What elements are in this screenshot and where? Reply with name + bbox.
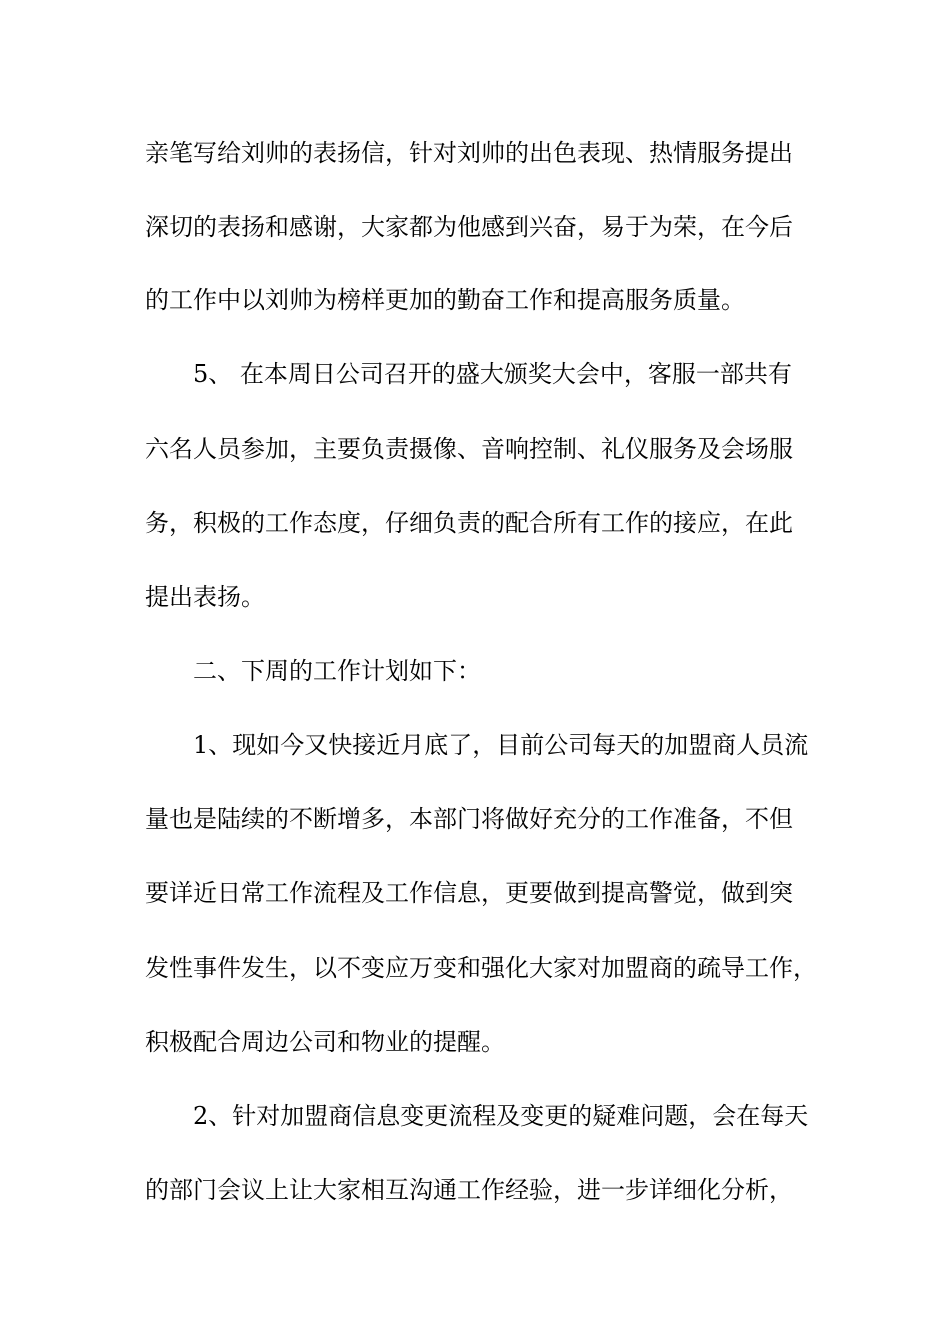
text-line: 发性事件发生，以不变应万变和强化大家对加盟商的疏导工作， bbox=[145, 954, 817, 982]
text-line: 亲笔写给刘帅的表扬信，针对刘帅的出色表现、热情服务提出 bbox=[145, 139, 793, 167]
text-line: 的部门会议上让大家相互沟通工作经验，进一步详细化分析， bbox=[145, 1176, 793, 1204]
section-heading: 二、下周的工作计划如下： bbox=[193, 657, 481, 685]
text-line: 的工作中以刘帅为榜样更加的勤奋工作和提高服务质量。 bbox=[145, 286, 745, 314]
text-line: 六名人员参加，主要负责摄像、音响控制、礼仪服务及会场服 bbox=[145, 435, 793, 463]
text-line: 要详近日常工作流程及工作信息，更要做到提高警觉，做到突 bbox=[145, 879, 793, 907]
text-line: 提出表扬。 bbox=[145, 583, 265, 611]
text-line: 积极配合周边公司和物业的提醒。 bbox=[145, 1028, 505, 1056]
text-line: 2、针对加盟商信息变更流程及变更的疑难问题，会在每天 bbox=[193, 1102, 809, 1130]
text-line: 深切的表扬和感谢，大家都为他感到兴奋，易于为荣，在今后 bbox=[145, 213, 793, 241]
text-line: 5、 在本周日公司召开的盛大颁奖大会中，客服一部共有 bbox=[193, 360, 792, 388]
text-line: 1、现如今又快接近月底了，目前公司每天的加盟商人员流 bbox=[193, 731, 809, 759]
text-line: 务，积极的工作态度，仔细负责的配合所有工作的接应，在此 bbox=[145, 509, 793, 537]
text-line: 量也是陆续的不断增多，本部门将做好充分的工作准备，不但 bbox=[145, 805, 793, 833]
